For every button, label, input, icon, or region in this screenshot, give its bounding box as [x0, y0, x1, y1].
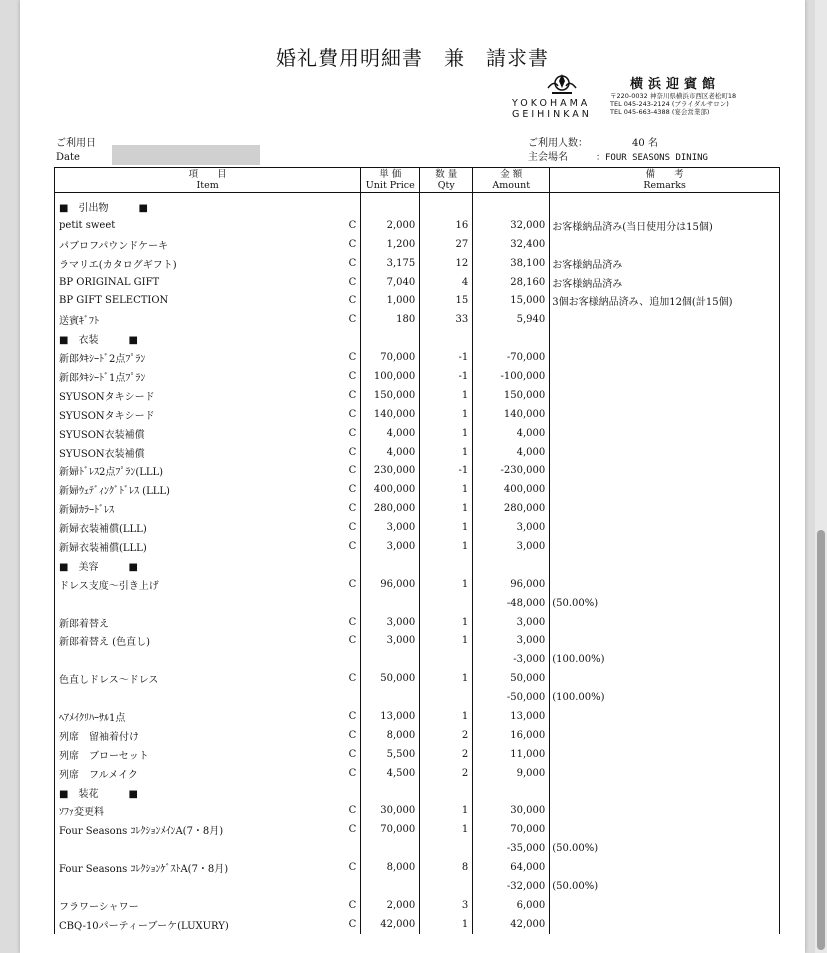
- row-remark: (100.00%): [550, 650, 780, 669]
- row-amount: -50,000: [473, 688, 550, 707]
- row-amount: -3,000: [473, 650, 550, 669]
- row-qty: 1: [420, 707, 473, 726]
- table-row: [55, 367, 780, 386]
- row-remark: [550, 707, 780, 726]
- invoice-table: [54, 167, 780, 934]
- row-qty: -1: [420, 348, 473, 367]
- table-row: [55, 556, 780, 575]
- row-remark: [550, 745, 780, 764]
- row-unit-price: [361, 329, 420, 348]
- table-row: [55, 820, 780, 839]
- row-item: 列席 留袖着付け: [55, 726, 343, 745]
- row-qty: 1: [420, 915, 473, 934]
- row-tax-code: C: [342, 461, 361, 480]
- row-unit-price: 3,000: [361, 613, 420, 632]
- table-row: [55, 235, 780, 254]
- row-qty: 1: [420, 443, 473, 462]
- row-remark: [550, 480, 780, 499]
- row-remark: [550, 367, 780, 386]
- row-unit-price: 70,000: [361, 348, 420, 367]
- row-remark: [550, 193, 780, 216]
- table-row: [55, 273, 780, 292]
- row-tax-code: C: [342, 367, 361, 386]
- usage-info: [528, 137, 708, 165]
- row-tax-code: C: [342, 310, 361, 329]
- row-unit-price: 3,000: [361, 537, 420, 556]
- row-qty: 15: [420, 291, 473, 310]
- row-qty: -1: [420, 461, 473, 480]
- row-amount: 64,000: [473, 858, 550, 877]
- row-unit-price: 1,000: [361, 291, 420, 310]
- hall-value: ：FOUR SEASONS DINING: [596, 153, 708, 163]
- row-unit-price: 3,000: [361, 631, 420, 650]
- table-row: [55, 631, 780, 650]
- header-qty: 数 量 Qty: [420, 168, 473, 193]
- row-amount: [473, 193, 550, 216]
- row-item: BP ORIGINAL GIFT: [55, 273, 343, 292]
- row-unit-price: 50,000: [361, 669, 420, 688]
- row-item: 送賓ｷﾞﾌﾄ: [55, 310, 343, 329]
- row-tax-code: C: [342, 896, 361, 915]
- row-item: [55, 594, 343, 613]
- row-item: 新婦ｳｪﾃﾞｨﾝｸﾞﾄﾞﾚｽ (LLL): [55, 480, 343, 499]
- row-item: 新郎ﾀｷｼｰﾄﾞ2点ﾌﾟﾗﾝ: [55, 348, 343, 367]
- row-tax-code: [342, 688, 361, 707]
- header-remarks: 備 考 Remarks: [550, 168, 780, 193]
- row-tax-code: [342, 650, 361, 669]
- table-row: [55, 405, 780, 424]
- row-unit-price: [361, 193, 420, 216]
- row-qty: [420, 688, 473, 707]
- row-remark: [550, 310, 780, 329]
- row-tax-code: C: [342, 613, 361, 632]
- row-tax-code: C: [342, 669, 361, 688]
- row-qty: 2: [420, 745, 473, 764]
- row-tax-code: C: [342, 291, 361, 310]
- row-item: 新婦衣装補償(LLL): [55, 518, 343, 537]
- row-amount: 32,000: [473, 216, 550, 235]
- row-remark: お客様納品済み: [550, 254, 780, 273]
- table-row: [55, 594, 780, 613]
- row-amount: 13,000: [473, 707, 550, 726]
- row-item: ｿﾌｧ変更料: [55, 802, 343, 821]
- row-remark: [550, 537, 780, 556]
- row-qty: 1: [420, 386, 473, 405]
- row-unit-price: 2,000: [361, 216, 420, 235]
- row-item: SYUSONタキシード: [55, 405, 343, 424]
- table-row: [55, 254, 780, 273]
- row-amount: 3,000: [473, 613, 550, 632]
- table-row: [55, 613, 780, 632]
- row-amount: -230,000: [473, 461, 550, 480]
- row-qty: 3: [420, 896, 473, 915]
- row-amount: 96,000: [473, 575, 550, 594]
- row-amount: 150,000: [473, 386, 550, 405]
- row-item: [55, 877, 343, 896]
- row-amount: -70,000: [473, 348, 550, 367]
- row-remark: [550, 820, 780, 839]
- row-tax-code: C: [342, 764, 361, 783]
- row-remark: お客様納品済み: [550, 273, 780, 292]
- document-title: 婚礼費用明細書 兼 請求書: [276, 46, 549, 70]
- row-item: BP GIFT SELECTION: [55, 291, 343, 310]
- row-tax-code: C: [342, 405, 361, 424]
- row-qty: [420, 877, 473, 896]
- row-item: [55, 650, 343, 669]
- row-item: SYUSONタキシード: [55, 386, 343, 405]
- row-tax-code: C: [342, 726, 361, 745]
- row-tax-code: [342, 839, 361, 858]
- row-unit-price: 7,040: [361, 273, 420, 292]
- row-remark: [550, 726, 780, 745]
- row-unit-price: 4,500: [361, 764, 420, 783]
- row-unit-price: 180: [361, 310, 420, 329]
- row-unit-price: 1,200: [361, 235, 420, 254]
- row-remark: [550, 424, 780, 443]
- row-tax-code: C: [342, 915, 361, 934]
- row-qty: [420, 594, 473, 613]
- row-remark: (100.00%): [550, 688, 780, 707]
- table-row: [55, 802, 780, 821]
- row-tax-code: C: [342, 631, 361, 650]
- table-row: [55, 537, 780, 556]
- row-item: ■ 装花 ■: [55, 783, 343, 802]
- row-unit-price: 30,000: [361, 802, 420, 821]
- date-field: [56, 137, 96, 165]
- row-unit-price: 13,000: [361, 707, 420, 726]
- row-remark: お客様納品済み(当日使用分は15個): [550, 216, 780, 235]
- row-qty: 1: [420, 820, 473, 839]
- row-qty: 1: [420, 424, 473, 443]
- row-item: ラマリエ(カタログギフト): [55, 254, 343, 273]
- guests-value: 40 名: [632, 138, 658, 149]
- row-amount: 38,100: [473, 254, 550, 273]
- table-header: [55, 168, 780, 193]
- row-amount: [473, 556, 550, 575]
- row-amount: 280,000: [473, 499, 550, 518]
- row-amount: -35,000: [473, 839, 550, 858]
- row-amount: [473, 329, 550, 348]
- row-unit-price: 2,000: [361, 896, 420, 915]
- row-amount: 400,000: [473, 480, 550, 499]
- row-tax-code: C: [342, 802, 361, 821]
- row-tax-code: C: [342, 254, 361, 273]
- row-unit-price: 100,000: [361, 367, 420, 386]
- hall-label: 主会場名: [528, 152, 568, 163]
- row-unit-price: 5,500: [361, 745, 420, 764]
- row-item: ■ 美容 ■: [55, 556, 343, 575]
- row-item: ドレス支度～引き上げ: [55, 575, 343, 594]
- table-row: [55, 291, 780, 310]
- row-amount: 32,400: [473, 235, 550, 254]
- row-tax-code: C: [342, 707, 361, 726]
- row-item: Four Seasons ｺﾚｸｼｮﾝｹﾞｽﾄA(7・8月): [55, 858, 343, 877]
- row-amount: 15,000: [473, 291, 550, 310]
- row-qty: [420, 329, 473, 348]
- row-qty: [420, 839, 473, 858]
- row-tax-code: C: [342, 537, 361, 556]
- guests-label: ご利用人数：: [528, 138, 588, 149]
- row-unit-price: 42,000: [361, 915, 420, 934]
- row-amount: [473, 783, 550, 802]
- row-qty: 1: [420, 802, 473, 821]
- row-unit-price: 96,000: [361, 575, 420, 594]
- row-item: パブロフパウンドケーキ: [55, 235, 343, 254]
- row-amount: 9,000: [473, 764, 550, 783]
- row-amount: 16,000: [473, 726, 550, 745]
- row-qty: 1: [420, 518, 473, 537]
- row-item: SYUSON衣装補償: [55, 424, 343, 443]
- table-row: [55, 329, 780, 348]
- row-item: 列席 ブローセット: [55, 745, 343, 764]
- table-row: [55, 877, 780, 896]
- row-remark: (50.00%): [550, 839, 780, 858]
- row-qty: 27: [420, 235, 473, 254]
- row-tax-code: [342, 783, 361, 802]
- row-unit-price: 230,000: [361, 461, 420, 480]
- row-qty: 1: [420, 631, 473, 650]
- table-row: [55, 896, 780, 915]
- row-tax-code: C: [342, 424, 361, 443]
- table-row: [55, 839, 780, 858]
- scroll-thumb[interactable]: [817, 530, 825, 950]
- row-qty: 33: [420, 310, 473, 329]
- row-tax-code: [342, 193, 361, 216]
- row-unit-price: [361, 556, 420, 575]
- table-row: [55, 499, 780, 518]
- row-tax-code: C: [342, 575, 361, 594]
- row-item: [55, 839, 343, 858]
- row-item: ﾍｱﾒｲｸﾘﾊｰｻﾙ1点: [55, 707, 343, 726]
- row-remark: [550, 461, 780, 480]
- row-tax-code: [342, 877, 361, 896]
- table-row: [55, 443, 780, 462]
- row-tax-code: C: [342, 235, 361, 254]
- row-remark: [550, 405, 780, 424]
- table-row: [55, 424, 780, 443]
- venue-contact: 〒220-0032 神奈川県横浜市西区老松町18 TEL 045-243-2124 (ブライダルサロン) TEL 045-663-4388 (宴会営業部): [610, 92, 737, 116]
- row-tax-code: C: [342, 348, 361, 367]
- row-unit-price: 400,000: [361, 480, 420, 499]
- row-remark: [550, 386, 780, 405]
- row-amount: 3,000: [473, 631, 550, 650]
- row-tax-code: C: [342, 858, 361, 877]
- row-qty: 1: [420, 480, 473, 499]
- table-row: [55, 764, 780, 783]
- row-unit-price: 8,000: [361, 726, 420, 745]
- row-remark: (50.00%): [550, 594, 780, 613]
- row-amount: 140,000: [473, 405, 550, 424]
- row-qty: [420, 193, 473, 216]
- row-unit-price: 4,000: [361, 424, 420, 443]
- row-item: SYUSON衣装補償: [55, 443, 343, 462]
- row-item: 新婦衣装補償(LLL): [55, 537, 343, 556]
- row-unit-price: [361, 877, 420, 896]
- table-row: [55, 575, 780, 594]
- row-item: フラワーシャワー: [55, 896, 343, 915]
- row-remark: [550, 613, 780, 632]
- table-row: [55, 915, 780, 934]
- row-unit-price: [361, 688, 420, 707]
- row-unit-price: 150,000: [361, 386, 420, 405]
- row-qty: 16: [420, 216, 473, 235]
- row-qty: [420, 556, 473, 575]
- row-qty: 1: [420, 499, 473, 518]
- row-remark: (50.00%): [550, 877, 780, 896]
- row-unit-price: [361, 783, 420, 802]
- row-tax-code: C: [342, 216, 361, 235]
- row-remark: [550, 329, 780, 348]
- row-amount: 4,000: [473, 443, 550, 462]
- row-qty: 1: [420, 575, 473, 594]
- row-remark: [550, 915, 780, 934]
- row-amount: -48,000: [473, 594, 550, 613]
- table-row: [55, 783, 780, 802]
- table-row: [55, 688, 780, 707]
- row-item: 列席 フルメイク: [55, 764, 343, 783]
- row-item: 新郎着替え (色直し): [55, 631, 343, 650]
- row-item: 新婦ｶﾗｰﾄﾞﾚｽ: [55, 499, 343, 518]
- header-item: 項 目 Item: [55, 168, 361, 193]
- date-label-ja: ご利用日: [56, 138, 96, 149]
- row-unit-price: 8,000: [361, 858, 420, 877]
- table-row: [55, 726, 780, 745]
- venue-brand: [512, 70, 802, 122]
- row-remark: [550, 783, 780, 802]
- row-remark: [550, 518, 780, 537]
- table-row: [55, 858, 780, 877]
- row-remark: [550, 802, 780, 821]
- row-item: CBQ-10パーティーブーケ(LUXURY): [55, 915, 343, 934]
- row-tax-code: [342, 329, 361, 348]
- row-amount: 3,000: [473, 518, 550, 537]
- venue-crest-icon: [544, 72, 580, 96]
- row-qty: -1: [420, 367, 473, 386]
- row-qty: 1: [420, 613, 473, 632]
- row-unit-price: 3,175: [361, 254, 420, 273]
- row-tax-code: C: [342, 386, 361, 405]
- row-qty: 1: [420, 405, 473, 424]
- row-amount: 6,000: [473, 896, 550, 915]
- row-remark: [550, 896, 780, 915]
- row-item: 新郎ﾀｷｼｰﾄﾞ1点ﾌﾟﾗﾝ: [55, 367, 343, 386]
- table-row: [55, 386, 780, 405]
- table-row: [55, 707, 780, 726]
- row-amount: 5,940: [473, 310, 550, 329]
- row-item: ■ 引出物 ■: [55, 193, 343, 216]
- row-item: 新婦ﾄﾞﾚｽ2点ﾌﾟﾗﾝ(LLL): [55, 461, 343, 480]
- row-unit-price: [361, 650, 420, 669]
- row-unit-price: [361, 839, 420, 858]
- row-qty: [420, 783, 473, 802]
- row-remark: [550, 764, 780, 783]
- row-tax-code: C: [342, 820, 361, 839]
- row-remark: [550, 631, 780, 650]
- row-amount: 3,000: [473, 537, 550, 556]
- redacted-date: [112, 145, 260, 165]
- row-remark: [550, 556, 780, 575]
- row-amount: 50,000: [473, 669, 550, 688]
- row-qty: 4: [420, 273, 473, 292]
- row-item: petit sweet: [55, 216, 343, 235]
- row-amount: 30,000: [473, 802, 550, 821]
- row-remark: [550, 575, 780, 594]
- header-unit-price: 単 価 Unit Price: [361, 168, 420, 193]
- row-unit-price: 280,000: [361, 499, 420, 518]
- row-tax-code: C: [342, 499, 361, 518]
- row-tax-code: C: [342, 273, 361, 292]
- row-item: [55, 688, 343, 707]
- row-qty: [420, 650, 473, 669]
- invoice-page: [20, 0, 805, 953]
- table-row: [55, 650, 780, 669]
- table-row: [55, 745, 780, 764]
- table-row: [55, 216, 780, 235]
- row-qty: 8: [420, 858, 473, 877]
- row-remark: [550, 499, 780, 518]
- table-row: [55, 461, 780, 480]
- row-qty: 2: [420, 726, 473, 745]
- row-item: 色直しドレス～ドレス: [55, 669, 343, 688]
- scrollbar[interactable]: [815, 0, 827, 953]
- row-tax-code: C: [342, 518, 361, 537]
- header-amount: 金 額 Amount: [473, 168, 550, 193]
- table-row: [55, 518, 780, 537]
- row-item: ■ 衣装 ■: [55, 329, 343, 348]
- row-unit-price: 4,000: [361, 443, 420, 462]
- row-unit-price: 140,000: [361, 405, 420, 424]
- row-qty: 2: [420, 764, 473, 783]
- row-remark: [550, 858, 780, 877]
- row-unit-price: 3,000: [361, 518, 420, 537]
- row-amount: 70,000: [473, 820, 550, 839]
- row-remark: [550, 443, 780, 462]
- date-label-en: Date: [56, 152, 80, 163]
- row-tax-code: C: [342, 443, 361, 462]
- row-remark: [550, 235, 780, 254]
- row-amount: 11,000: [473, 745, 550, 764]
- row-remark: [550, 348, 780, 367]
- table-row: [55, 669, 780, 688]
- venue-roman-name: YOKOHAMA GEIHINKAN: [512, 98, 592, 120]
- row-amount: 42,000: [473, 915, 550, 934]
- table-row: [55, 310, 780, 329]
- row-amount: 4,000: [473, 424, 550, 443]
- row-unit-price: 70,000: [361, 820, 420, 839]
- row-qty: 1: [420, 669, 473, 688]
- row-item: Four Seasons ｺﾚｸｼｮﾝﾒｲﾝA(7・8月): [55, 820, 343, 839]
- venue-name: 横浜迎賓館: [630, 77, 721, 92]
- row-unit-price: [361, 594, 420, 613]
- row-amount: -32,000: [473, 877, 550, 896]
- table-row: [55, 193, 780, 216]
- row-tax-code: C: [342, 480, 361, 499]
- row-tax-code: [342, 556, 361, 575]
- table-row: [55, 480, 780, 499]
- table-row: [55, 348, 780, 367]
- row-qty: 1: [420, 537, 473, 556]
- row-qty: 12: [420, 254, 473, 273]
- row-amount: -100,000: [473, 367, 550, 386]
- row-remark: [550, 669, 780, 688]
- row-tax-code: [342, 594, 361, 613]
- row-tax-code: C: [342, 745, 361, 764]
- row-remark: 3個お客様納品済み、追加12個(計15個): [550, 291, 780, 310]
- row-amount: 28,160: [473, 273, 550, 292]
- row-item: 新郎着替え: [55, 613, 343, 632]
